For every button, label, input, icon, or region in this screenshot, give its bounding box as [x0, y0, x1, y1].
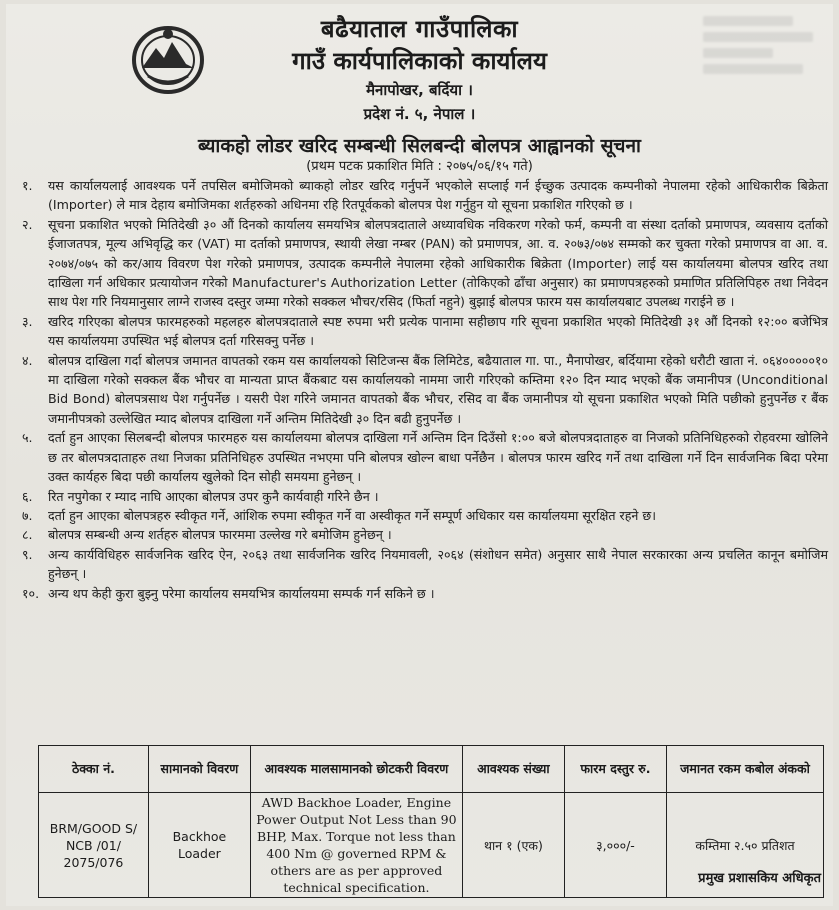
clause-number: ९. [22, 546, 33, 562]
clause-text: रित नपुगेका र म्याद नाघि आएका बोलपत्र उपर कुनै कार्यवाही गरिने छैन । [48, 488, 379, 504]
clause-text: यस कार्यालयलाई आवश्यक पर्ने तपसिल बमोजिमको ब्याकहो लोडर खरिद गर्नुपर्ने भएकोले सप्लाई गर्न ईच्छुक उत्पादक कम्पनीको नेपालमा रहेको आधिकारीक बिक्रेता (Importer) ले मात्र देहाय बमोजिमका शर्तहरुको अधिनमा रहि रितपूर्वकको बोलपत्र पेश गर्नुहुन यो सूचना प्रकाशित गरिएको छ । [48, 178, 828, 213]
clause-text: खरिद गरिएका बोलपत्र फारमहरुको महलहरु बोलपत्रदाताले स्पष्ट रुपमा भरी प्रत्येक पानामा सहीछाप गरि सूचना प्रकाशित भएको मितिदेखी ३१ औं दिनको १२:०० बजेभित्र यस कार्यालयमा उपस्थित भई बोलपत्र दर्ता गरिसक्नु पर्नेछ । [48, 313, 828, 349]
header-spec: आवश्यक मालसामानको छोटकरी विवरण [250, 746, 462, 793]
clause-text: अन्य कार्यविधिहरु सार्वजनिक खरिद ऐन, २०६३ तथा सार्वजनिक खरिद नियमावली, २०६४ (संशोधन समेत) अनुसार साथै नेपाल सरकारका अन्य प्रचलित कानून बमोजिम हुनेछन् । [48, 546, 828, 582]
province-line: प्रदेश नं. ५, नेपाल । [363, 105, 476, 123]
header-form-fee: फारम दस्तुर रु. [564, 746, 666, 793]
publish-date: (प्रथम पटक प्रकाशित मिति : २०७५/०६/१५ गते) [306, 159, 533, 174]
clause-text: बोलपत्र सम्बन्धी अन्य शर्तहरु बोलपत्र फारममा उल्लेख गरे बमोजिम हुनेछन् । [48, 527, 392, 543]
header-contract-no: ठेक्का नं. [39, 746, 149, 793]
header-bid-security: जमानत रकम कबोल अंकको [666, 746, 823, 793]
office-name: गाउँ कार्यपालिकाको कार्यालय [292, 47, 547, 75]
clause-8 [22, 525, 828, 544]
clause-text: दर्ता हुन आएका बोलपत्रहरु स्वीकृत गर्ने, आंशिक रुपमा स्वीकृत गर्ने वा अस्वीकृत गर्ने सम्पूर्ण अधिकार यस कार्यालयमा सूरक्षित रहने छ। [48, 507, 656, 523]
clause-3 [22, 312, 828, 351]
clause-text: बोलपत्र दाखिला गर्दा बोलपत्र जमानत वापतको रकम यस कार्यालयको सिटिजन्स बैंक लिमिटेड, बढैयाताल गा. पा., मैनापोखर, बर्दियामा रहेको धरौटी खाता नं. ०६४०००००१० मा दाखिला गरेको सक्कल बैंक भौचर वा मान्यता प्राप्त बैंकबाट यस कार्यालयको नाममा जारी गरिएको कम्तिमा १२० दिन म्याद भएको बैंक जमानीपत्र (Unconditional Bid Bond) बोलपत्रसाथ पेश गर्नुपर्नेछ । यसरी पेश गरिने जमानत वापतको बैंक भौचर, रसिद वा बैंक जमानीपत्र यो सूचना प्रकाशित भएको मिति पछीको हुनुपर्नेछ र बैंक जमानीपत्रको उल्लेखित म्याद बोलपत्र दाखिला गर्ने अन्तिम मितिदेखी ३० दिन बढी हुनुपर्नेछ । [48, 352, 828, 426]
notice-page [6, 4, 833, 906]
signatory: प्रमुख प्रशासकिय अधिकृत [698, 871, 821, 886]
clause-6 [22, 487, 828, 506]
clause-number: ८. [22, 527, 33, 543]
form-fee-cell: ३,०००/- [564, 793, 666, 898]
clause-1 [22, 176, 828, 215]
clause-number: ४. [22, 352, 33, 368]
clause-10 [22, 584, 828, 603]
notice-title: ब्याकहो लोडर खरिद सम्बन्धी सिलबन्दी बोलपत्र आह्वानको सूचना [198, 135, 641, 157]
header-item-desc: सामानको विवरण [148, 746, 250, 793]
table-header-row [39, 746, 824, 793]
bid-security-cell: कम्तिमा २.५० प्रतिशत [666, 793, 823, 898]
municipality-name: बढैयाताल गाउँपालिका [320, 15, 519, 43]
clause-4 [22, 351, 828, 429]
clause-number: १०. [22, 585, 40, 601]
item-cell: Backhoe Loader [148, 793, 250, 898]
office-address: मैनापोखर, बर्दिया । [366, 81, 473, 99]
clause-7 [22, 506, 828, 525]
contract-no-cell: BRM/GOOD S/ NCB /01/ 2075/076 [39, 793, 149, 898]
clause-2 [22, 215, 828, 312]
clause-5 [22, 428, 828, 486]
clause-number: ५. [22, 430, 33, 446]
clause-number: ६. [22, 488, 33, 504]
clause-9 [22, 545, 828, 584]
clause-number: ७. [22, 507, 33, 523]
clause-list [22, 176, 828, 603]
clause-number: ३. [22, 313, 33, 329]
clause-text: दर्ता हुन आएका सिलबन्दी बोलपत्र फारमहरु यस कार्यालयमा बोलपत्र दाखिला गर्ने अन्तिम दिन दिउँसो १:०० बजे बोलपत्रदाताहरु वा निजको प्रतिनिधिहरुको रोहवरमा खोलिने छ तर बोलपत्रदाताहरु तथा निजका प्रतिनिधिहरु उपस्थित नभएमा पनि बोलपत्र खोल्न बाधा पर्नेछैन । बोलपत्र फारम खरिद गर्ने तथा दाखिला गर्ने दिन सार्वजनिक बिदा परेमा उक्त कार्यहरु बिदा पछी कार्यालय खुलेको दिन सोही समयमा हुनेछन् । [48, 430, 828, 485]
quantity-cell: थान १ (एक) [462, 793, 564, 898]
clause-text: अन्य थप केही कुरा बुझ्नु परेमा कार्यालय समयभित्र कार्यालयमा सम्पर्क गर्न सकिने छ । [48, 585, 435, 601]
clause-text: सूचना प्रकाशित भएको मितिदेखी ३० औं दिनको कार्यालय समयभित्र बोलपत्रदाताले अध्यावधिक नविकरण गरेको फर्म, कम्पनी वा संस्था दर्ताको प्रमाणपत्र, व्यवसाय दर्ताको ईजाजतपत्र, मूल्य अभिवृद्धि कर (VAT) मा दर्ताको प्रमाणपत्र, स्थायी लेखा नम्बर (PAN) को प्रमाणपत्र, आ. व. २०७३/०७४ सम्मको कर चुक्ता गरेको प्रमाणपत्र वा आ. व. २०७४/०७५ को कर/आय विवरण पेश गरेको प्रमाणपत्र, उत्पादक कम्पनीले नेपालमा रहेको आधिकारीक बिक्रेता (Importer) लाई यस कार्यालयमा बोलपत्र खरिद तथा दाखिला गर्न अधिकार प्रत्यायोजन गरेको Manufacturer's Authorization Letter (तोकिएको ढाँचा अनुसार) का प्रमाणपत्रहरुको प्रमाणित प्रतिलिपिहरु तथा निवेदन साथ पेश गरि नियमानुसार लाग्ने राजस्व दस्तुर जम्मा गरेको सक्कल भौचर/रसिद (फिर्ता नहुने) बुझाई बोलपत्र फारम यस कार्यालयबाट उपलब्ध गराईने छ । [48, 216, 828, 310]
header-quantity: आवश्यक संख्या [462, 746, 564, 793]
clause-number: १. [22, 178, 33, 193]
spec-cell: AWD Backhoe Loader, Engine Power Output Not Less than 90 BHP, Max. Torque not less than 400 Nm @ governed RPM & others are as per approved technical specification. [250, 793, 462, 898]
clause-number: २. [22, 216, 33, 232]
